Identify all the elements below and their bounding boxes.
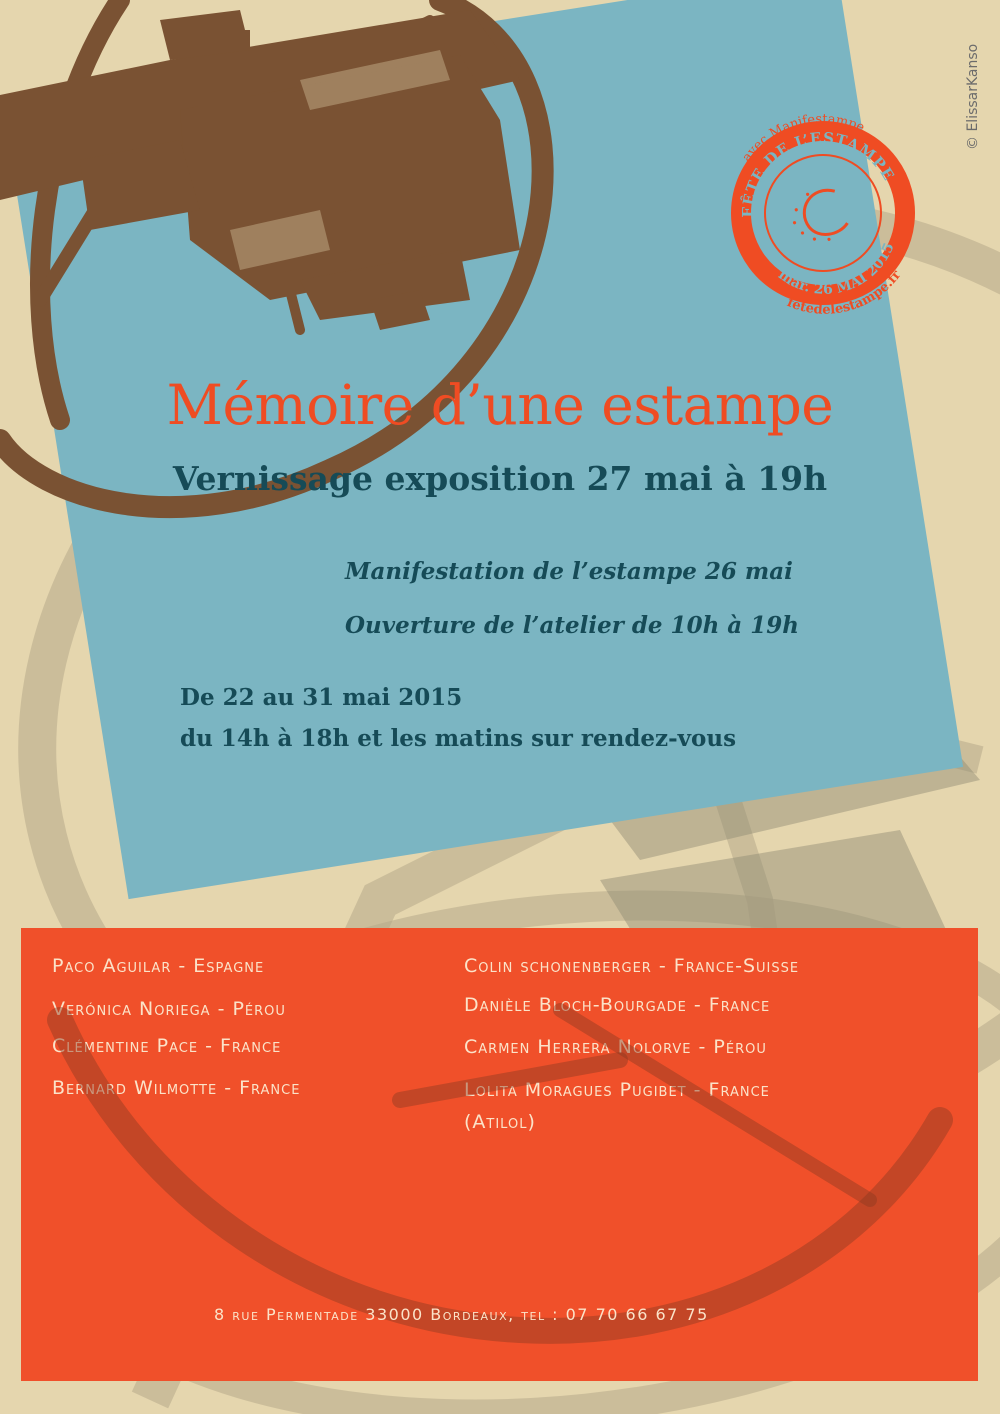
vernissage-line: Vernissage exposition 27 mai à 19h [172,459,828,498]
stamp-ring-title: FÊTE DE L’ESTAMPE [738,128,899,218]
event-line-atelier: Ouverture de l’atelier de 10h à 19h [345,612,799,639]
artist-item: Lolita Moragues Pugibet - France [464,1079,770,1101]
address-line: 8 rue Permentade 33000 Bordeaux, tel : 07 70 66 67 75 [214,1305,709,1324]
opening-hours: du 14h à 18h et les matins sur rendez-vous [180,725,737,752]
stamp-outer-text: avec Manifestampe [739,111,867,165]
artist-item: Clémentine Pace - France [52,1035,282,1057]
artist-item: Verónica Noriega - Pérou [52,998,286,1020]
fete-estampe-stamp [718,103,928,323]
artist-item: Danièle Bloch-Bourgade - France [464,994,771,1016]
artist-item: Colin schonenberger - France-Suisse [464,955,800,977]
artist-item: Carmen Herrera Nolorve - Pérou [464,1036,767,1058]
artist-item: Bernard Wilmotte - France [52,1077,301,1099]
artist-item: Paco Aguilar - Espagne [52,955,265,977]
stamp-url: fetedelestampe.fr [784,267,905,318]
event-line-manifestation: Manifestation de l’estampe 26 mai [345,558,793,585]
stamp-ring-date: mar. 26 MAI 2015 [775,240,898,298]
copyright-credit: © ElissarKanso [965,43,981,150]
artist-item-note: (Atilol) [464,1111,536,1133]
exhibition-title: Mémoire d’une estampe [166,373,834,437]
date-range: De 22 au 31 mai 2015 [180,684,463,711]
